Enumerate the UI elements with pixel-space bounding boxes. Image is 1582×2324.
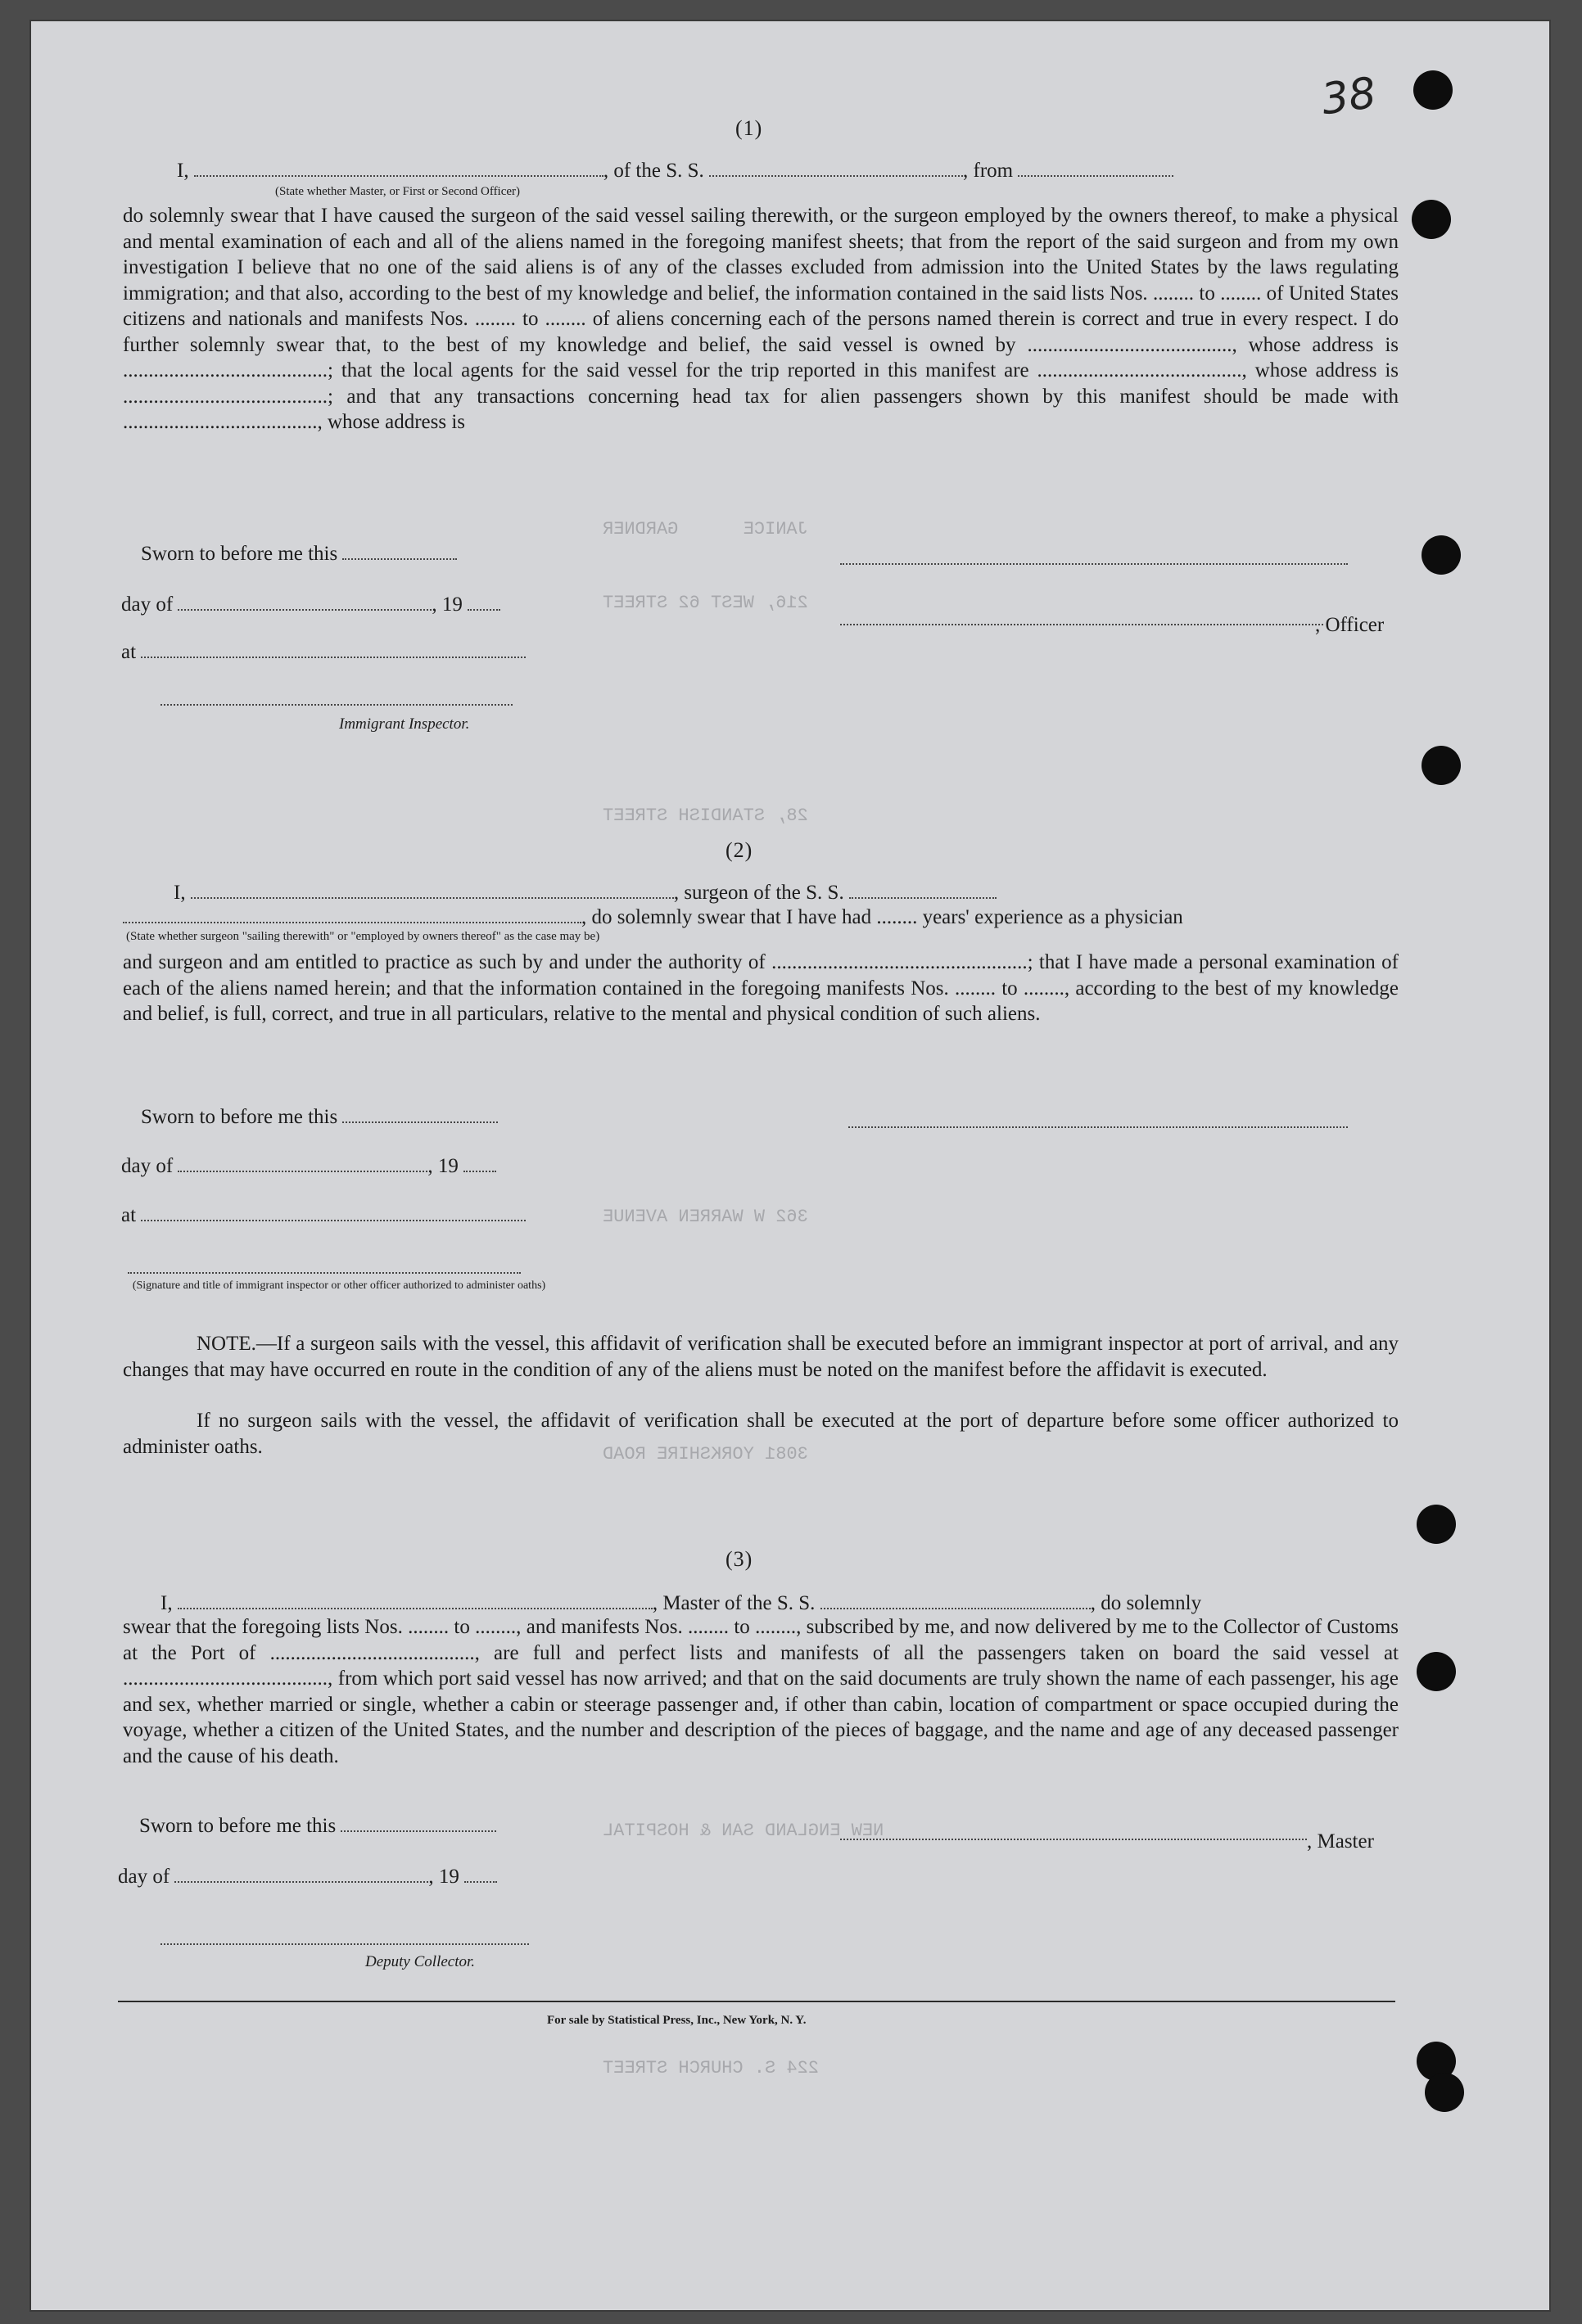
surgeon-signature-line [848, 1126, 1348, 1128]
sworn-line-1 [141, 542, 457, 566]
day-line-1 [121, 593, 500, 616]
administering-officer-signature-line [128, 1272, 521, 1274]
oath-paragraph-2: and surgeon and am entitled to practice as such by and under the authority of ..................................................; that I have made a personal examination of each of the aliens named herein; and that the information contained in the foregoing manifests Nos. ........ to ........, according to the best of my knowledge and belief, is full, correct, and true in all particulars, relative to the mental and physical condition of such aliens. [123, 951, 1399, 1025]
ship-name-blank [820, 1591, 1091, 1609]
ship-label: , of the S. S. [603, 160, 704, 182]
year-blank [468, 593, 500, 611]
departure-port-blank [1018, 159, 1173, 177]
at-line-1 [121, 640, 526, 664]
day-blank [178, 1154, 427, 1172]
ship-name-blank [709, 159, 963, 177]
at-label: at [121, 641, 137, 663]
ship-label: , Master of the S. S. [652, 1592, 816, 1614]
section-number: (2) [725, 838, 753, 862]
officer-label: , Officer [1315, 614, 1385, 636]
day-of-label: day of [121, 593, 174, 616]
oath-intro-text: I, [177, 160, 189, 182]
bleed-through-text: 216, WEST 62 STREET [603, 593, 808, 613]
oath-intro-text: I, [160, 1592, 173, 1614]
deputy-collector-label: Deputy Collector. [365, 1953, 476, 1970]
note-paragraph: NOTE.—If a surgeon sails with the vessel, this affidavit of verification shall be executed before an immigrant inspector at port of arrival, and any changes that may have occurred en route in the condition of any of the aliens must be noted on the manifest before the affidavit is executed. [123, 1333, 1399, 1381]
officer-role-note: (State whether Master, or First or Second Officer) [275, 185, 521, 198]
at-label: at [121, 1204, 137, 1226]
master-name-blank [178, 1591, 653, 1609]
from-label: , from [963, 160, 1014, 182]
surgeon-experience-line [123, 905, 1183, 929]
ship-name-blank [849, 881, 997, 899]
signature-title-note: (Signature and title of immigrant inspector or other officer authorized to administer oaths) [132, 1279, 546, 1292]
oath-intro-text: I, [174, 882, 186, 904]
at-place-blank [141, 1203, 526, 1221]
punch-hole [1417, 1505, 1456, 1544]
section-number: (3) [725, 1547, 753, 1571]
bleed-through-text: NEW ENGLAND SAN & HOSPITAL [603, 1821, 884, 1841]
officer-signature-line-2 [840, 624, 1323, 625]
section-number: (1) [735, 116, 763, 140]
punch-hole [1425, 2073, 1464, 2112]
collector-signature-line [160, 1943, 529, 1945]
surgeon-name-blank [191, 881, 674, 899]
sworn-date-blank [342, 1105, 498, 1123]
officer-signature-line-1 [840, 563, 1348, 565]
day-of-label: day of [121, 1155, 174, 1177]
immigrant-inspector-label: Immigrant Inspector. [339, 715, 470, 733]
day-line-3 [118, 1865, 497, 1889]
oath-paragraph-3: swear that the foregoing lists Nos. ........ to ........, and manifests Nos. ........ to ........, subscribed by me, and now delivered by me to the Collector of Customs at the Port of ........................................, are full and perfect lists and manifests of all the passengers taken on board the said vessel at ........................................, from which port said vessel has now arrived; and that on the said documents are truly shown the name of each passenger, his age and sex, whether married or single, whether a cabin or steerage passenger and, if other than cabin, location of compartment or space occupied during the voyage, whether a citizen of the United States, and the number and description of the pieces of baggage, and the name and age of any deceased passenger and the cause of his death. [123, 1616, 1399, 1767]
day-blank [174, 1865, 428, 1883]
year-label: , 19 [432, 593, 463, 616]
bleed-through-text: JANICE GARDNER [603, 519, 808, 539]
sworn-line-2 [141, 1105, 498, 1129]
surgeon-role-note: (State whether surgeon "sailing therewith" or "employed by owners thereof" as the case may be) [126, 930, 600, 943]
sworn-date-blank [341, 1814, 496, 1832]
note-paragraph-2: If no surgeon sails with the vessel, the affidavit of verification shall be executed at the port of departure before some officer authorized to administer oaths. [123, 1410, 1399, 1458]
page-number: 38 [1318, 68, 1380, 125]
at-line-2 [121, 1203, 526, 1227]
sworn-label: Sworn to before me this [141, 1106, 338, 1128]
day-blank [178, 593, 432, 611]
surgeon-role-blank [123, 905, 581, 923]
inspector-signature-line [160, 704, 513, 706]
manifest-page [29, 20, 1551, 2312]
ship-label: , surgeon of the S. S. [673, 882, 844, 904]
surgeon-oath-line [174, 881, 997, 905]
printer-credit: For sale by Statistical Press, Inc., New York, N. Y. [547, 2014, 807, 2027]
master-label: , Master [1307, 1830, 1374, 1852]
bleed-through-text: 224 S. CHURCH STREET [603, 2058, 820, 2078]
oath-line-intro [177, 159, 1173, 183]
year-label: , 19 [428, 1866, 459, 1888]
year-label: , 19 [427, 1155, 459, 1177]
punch-hole [1417, 1652, 1456, 1691]
day-of-label: day of [118, 1866, 170, 1888]
bleed-through-text: 362 W WARREN AVENUE [603, 1207, 808, 1227]
oath-paragraph-1: do solemnly swear that I have caused the surgeon of the said vessel sailing therewith, or the surgeon employed by the owners thereof, to make a physical and mental examination of each and all of the aliens named in the foregoing manifest sheets; that from the report of the said surgeon and from my own investigation I believe that no one of the said aliens is of any of the classes excluded from admission into the United States by the laws regulating immigration; and that also, according to the best of my knowledge and belief, the information contained in the said lists Nos. ........ to ........ of United States citizens and nationals and manifests Nos. ........ to ........ of aliens concerning each of the persons named therein is correct and true in every respect. I do further solemnly swear that, to the best of my knowledge and belief, the said vessel is owned by ........................................, whose address is ........................................; that the local agents for the said vessel for the trip reported in this manifest are ........................................, whose address is ........................................; and that any transactions concerning head tax for alien passengers shown by this manifest should be made with ......................................, whose address is [123, 205, 1399, 433]
officer-name-blank [194, 159, 603, 177]
footer-rule [118, 2001, 1395, 2002]
bleed-through-text: 28, STANDISH STREET [603, 806, 808, 826]
sworn-date-blank [342, 542, 457, 560]
at-place-blank [141, 640, 526, 658]
day-line-2 [121, 1154, 496, 1178]
punch-hole [1422, 746, 1461, 785]
punch-hole [1413, 70, 1453, 110]
experience-text: , do solemnly swear that I have had ........ years' experience as a physician [581, 906, 1183, 928]
sworn-label: Sworn to before me this [141, 543, 338, 565]
master-signature-line [840, 1839, 1307, 1840]
master-oath-line [160, 1591, 1201, 1615]
punch-hole [1412, 200, 1451, 239]
sworn-line-3 [139, 1814, 496, 1838]
solemnly-text: , do solemnly [1090, 1592, 1202, 1614]
year-blank [464, 1865, 497, 1883]
bleed-through-text: 3081 YORKSHIRE ROAD [603, 1444, 808, 1464]
punch-hole [1422, 535, 1461, 575]
sworn-label: Sworn to before me this [139, 1815, 337, 1837]
year-blank [463, 1154, 496, 1172]
